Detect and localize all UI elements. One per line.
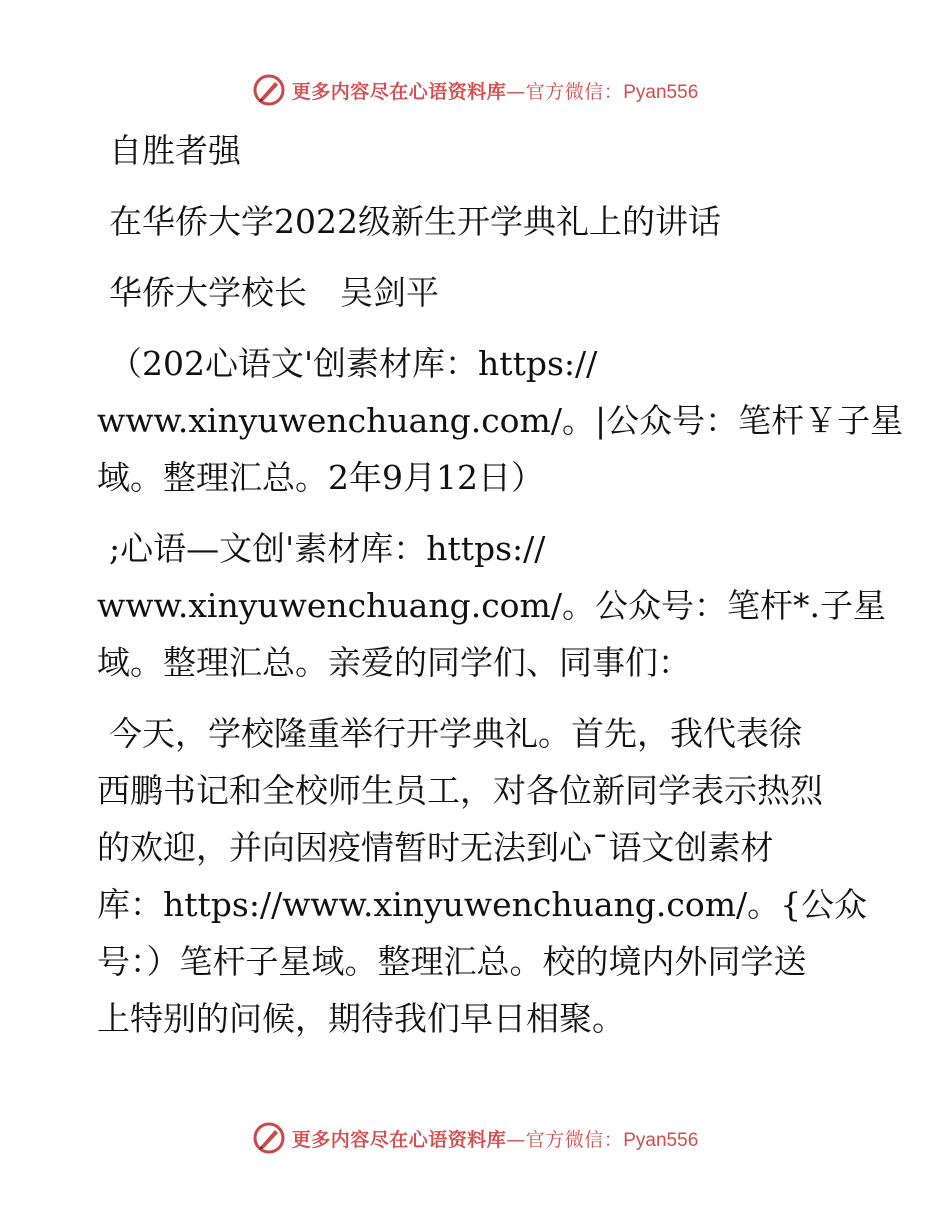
paragraph-source-note-2 bbox=[97, 520, 886, 691]
banner-main-text: 更多内容尽在心语资料库 bbox=[291, 1128, 507, 1151]
banner-wechat-handle: Pyan556 bbox=[623, 1129, 699, 1151]
paragraph-line: 域。整理汇总。2年9月12日） bbox=[97, 458, 544, 497]
doc-subtitle: 在华侨大学2022级新生开学典礼上的讲话 bbox=[109, 202, 721, 241]
banner-main-text: 更多内容尽在心语资料库 bbox=[291, 80, 507, 103]
paragraph-line: 西鹏书记和全校师生员工，对各位新同学表示热烈 bbox=[97, 771, 823, 810]
footer-watermark-banner bbox=[0, 1118, 950, 1158]
paragraph-line: www.xinyuwenchuang.com/。|公众号：笔杆￥子星 bbox=[97, 401, 904, 440]
document-body bbox=[97, 122, 904, 1047]
doc-author: 华侨大学校长 吴剑平 bbox=[109, 273, 439, 312]
banner-wechat-handle: Pyan556 bbox=[623, 81, 699, 103]
paragraph-line: 号：）笔杆子星域。整理汇总。校的境内外同学送 bbox=[97, 942, 807, 981]
paragraph-speech-opening bbox=[97, 705, 868, 1047]
paragraph-line: www.xinyuwenchuang.com/。公众号：笔杆*.子星 bbox=[97, 586, 886, 625]
paragraph-line: （202心语文'创素材库：https:// bbox=[109, 344, 598, 383]
quill-logo-icon bbox=[252, 1121, 286, 1155]
paragraph-line: 库：https://www.xinyuwenchuang.com/。{公众 bbox=[97, 885, 868, 924]
banner-separator-text: —官方微信： bbox=[506, 80, 624, 103]
header-watermark-banner bbox=[0, 70, 950, 110]
paragraph-line: 上特别的问候，期待我们早日相聚。 bbox=[97, 999, 625, 1038]
paragraph-source-note-1 bbox=[97, 335, 904, 506]
paragraph-line: 域。整理汇总。亲爱的同学们、同事们： bbox=[97, 643, 691, 682]
paragraph-line: 今天，学校隆重举行开学典礼。首先，我代表徐 bbox=[109, 714, 802, 753]
banner-separator-text: —官方微信： bbox=[506, 1128, 624, 1151]
banner-text bbox=[292, 77, 699, 104]
banner-text bbox=[292, 1125, 699, 1152]
quill-logo-icon bbox=[252, 73, 286, 107]
paragraph-line: ;心语—文创'素材库：https:// bbox=[109, 529, 546, 568]
doc-title: 自胜者强 bbox=[109, 131, 241, 170]
paragraph-line: 的欢迎，并向因疫情暂时无法到心¯语文创素材 bbox=[97, 828, 774, 867]
